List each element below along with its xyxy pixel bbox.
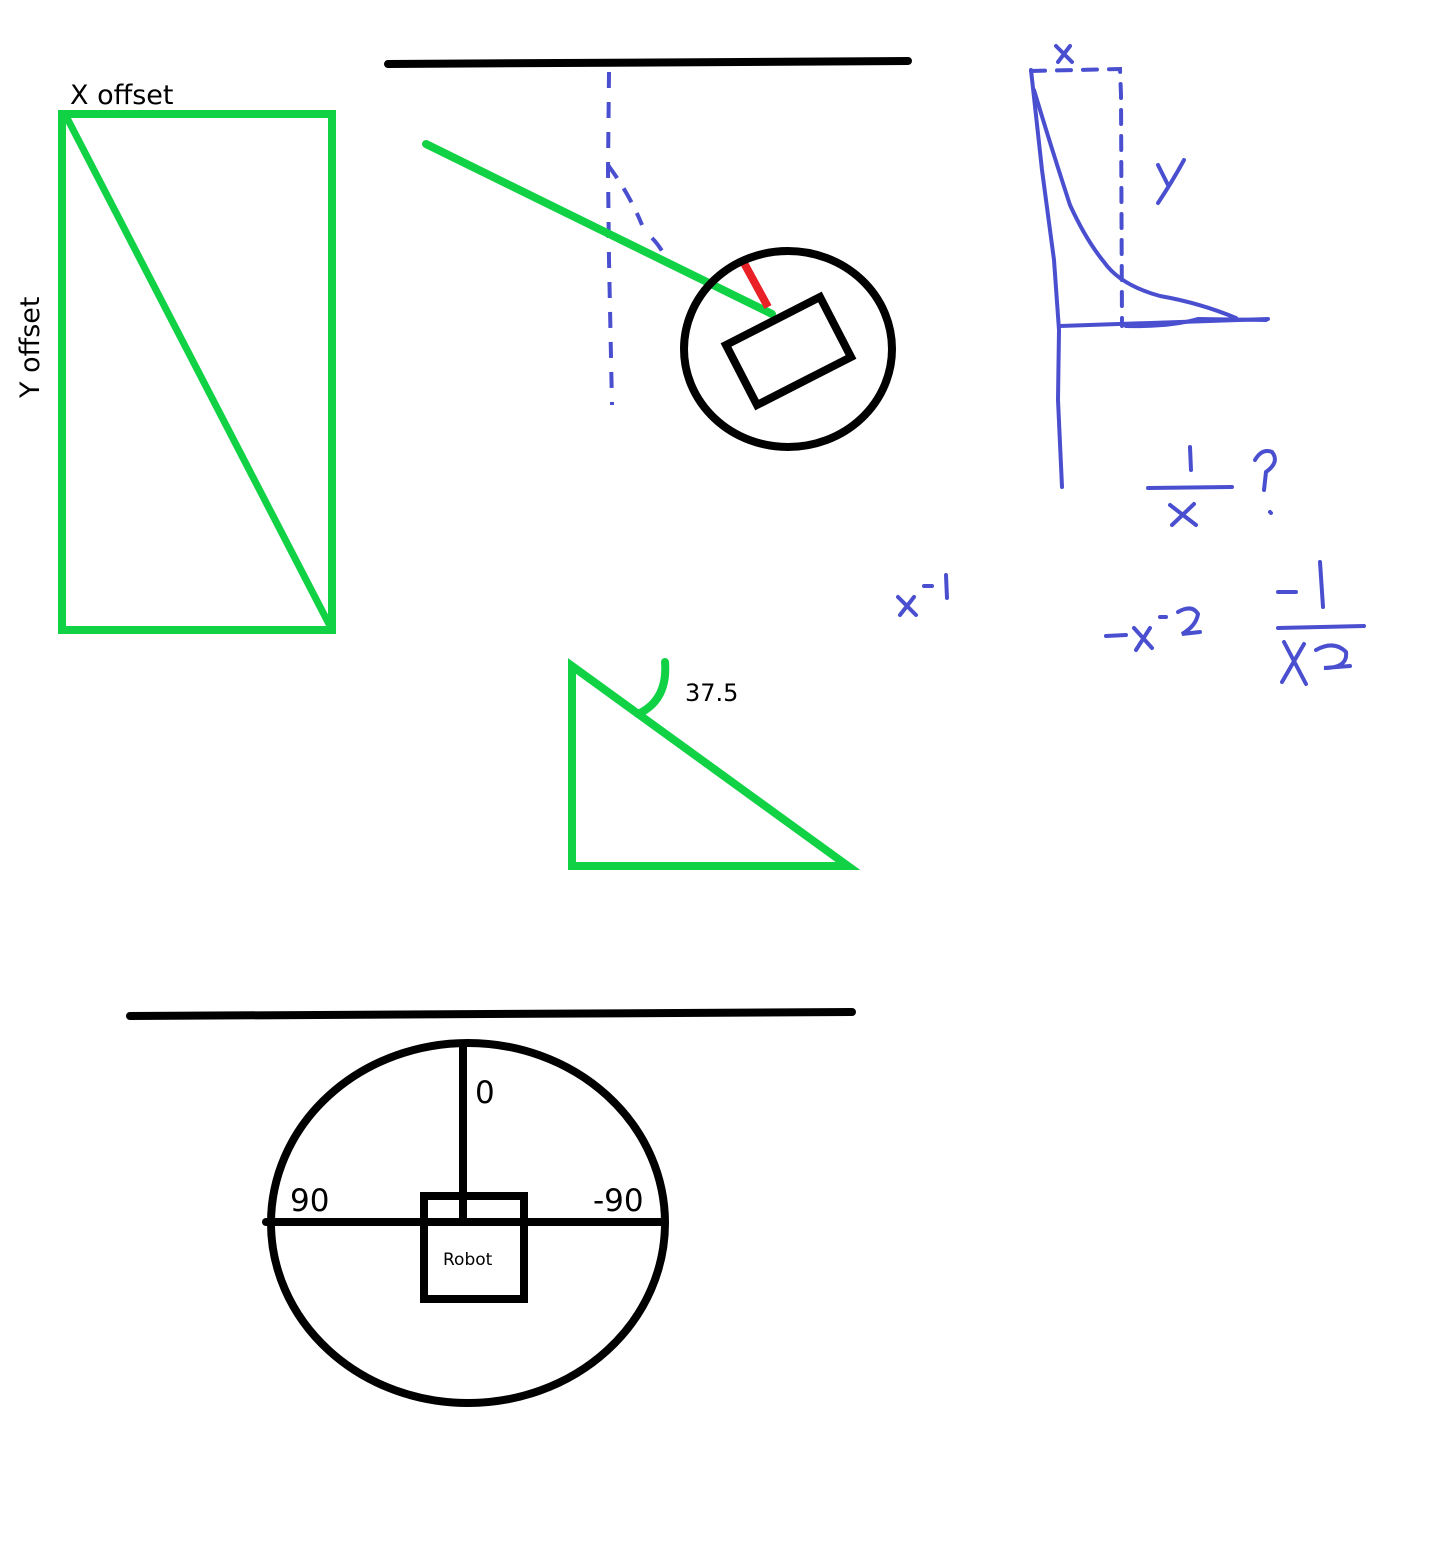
y-offset-label: Y offset <box>15 296 46 398</box>
x-inverse-mark <box>898 575 947 615</box>
heading-neg90-label: -90 <box>593 1183 644 1219</box>
fraction-one-over-x <box>1148 447 1232 525</box>
angle-arc <box>638 662 665 714</box>
wall-line-top <box>388 61 908 64</box>
x-offset-label: X offset <box>70 80 174 111</box>
robot-label: Robot <box>443 1250 493 1270</box>
robot-range-circle <box>684 251 892 447</box>
top-robot-diagram <box>388 61 908 447</box>
graph-x-mark <box>1056 46 1072 62</box>
hw-deriv-frac-den <box>0 0 2 1</box>
graph-y-mark <box>1158 160 1184 203</box>
target-line <box>426 144 772 314</box>
offset-rectangle-diagram <box>15 80 332 630</box>
graph-curve-1 <box>1034 90 1236 318</box>
wall-line-bottom <box>130 1012 852 1016</box>
offset-diagonal <box>66 116 330 626</box>
neg-one-over-x-squared-mark <box>1278 562 1364 684</box>
robot-body-rotated <box>726 297 851 405</box>
angle-triangle-diagram <box>572 662 848 866</box>
hand-drawn-graph <box>898 46 1364 684</box>
heading-90-label: 90 <box>290 1183 330 1219</box>
angle-value-label: 37.5 <box>685 679 739 707</box>
heading-diagram <box>130 1012 852 1403</box>
neg-x-inv-squared-mark <box>1106 608 1200 650</box>
robot-box <box>424 1196 524 1299</box>
question-mark <box>1255 451 1275 513</box>
heading-zero-label: 0 <box>475 1075 495 1111</box>
